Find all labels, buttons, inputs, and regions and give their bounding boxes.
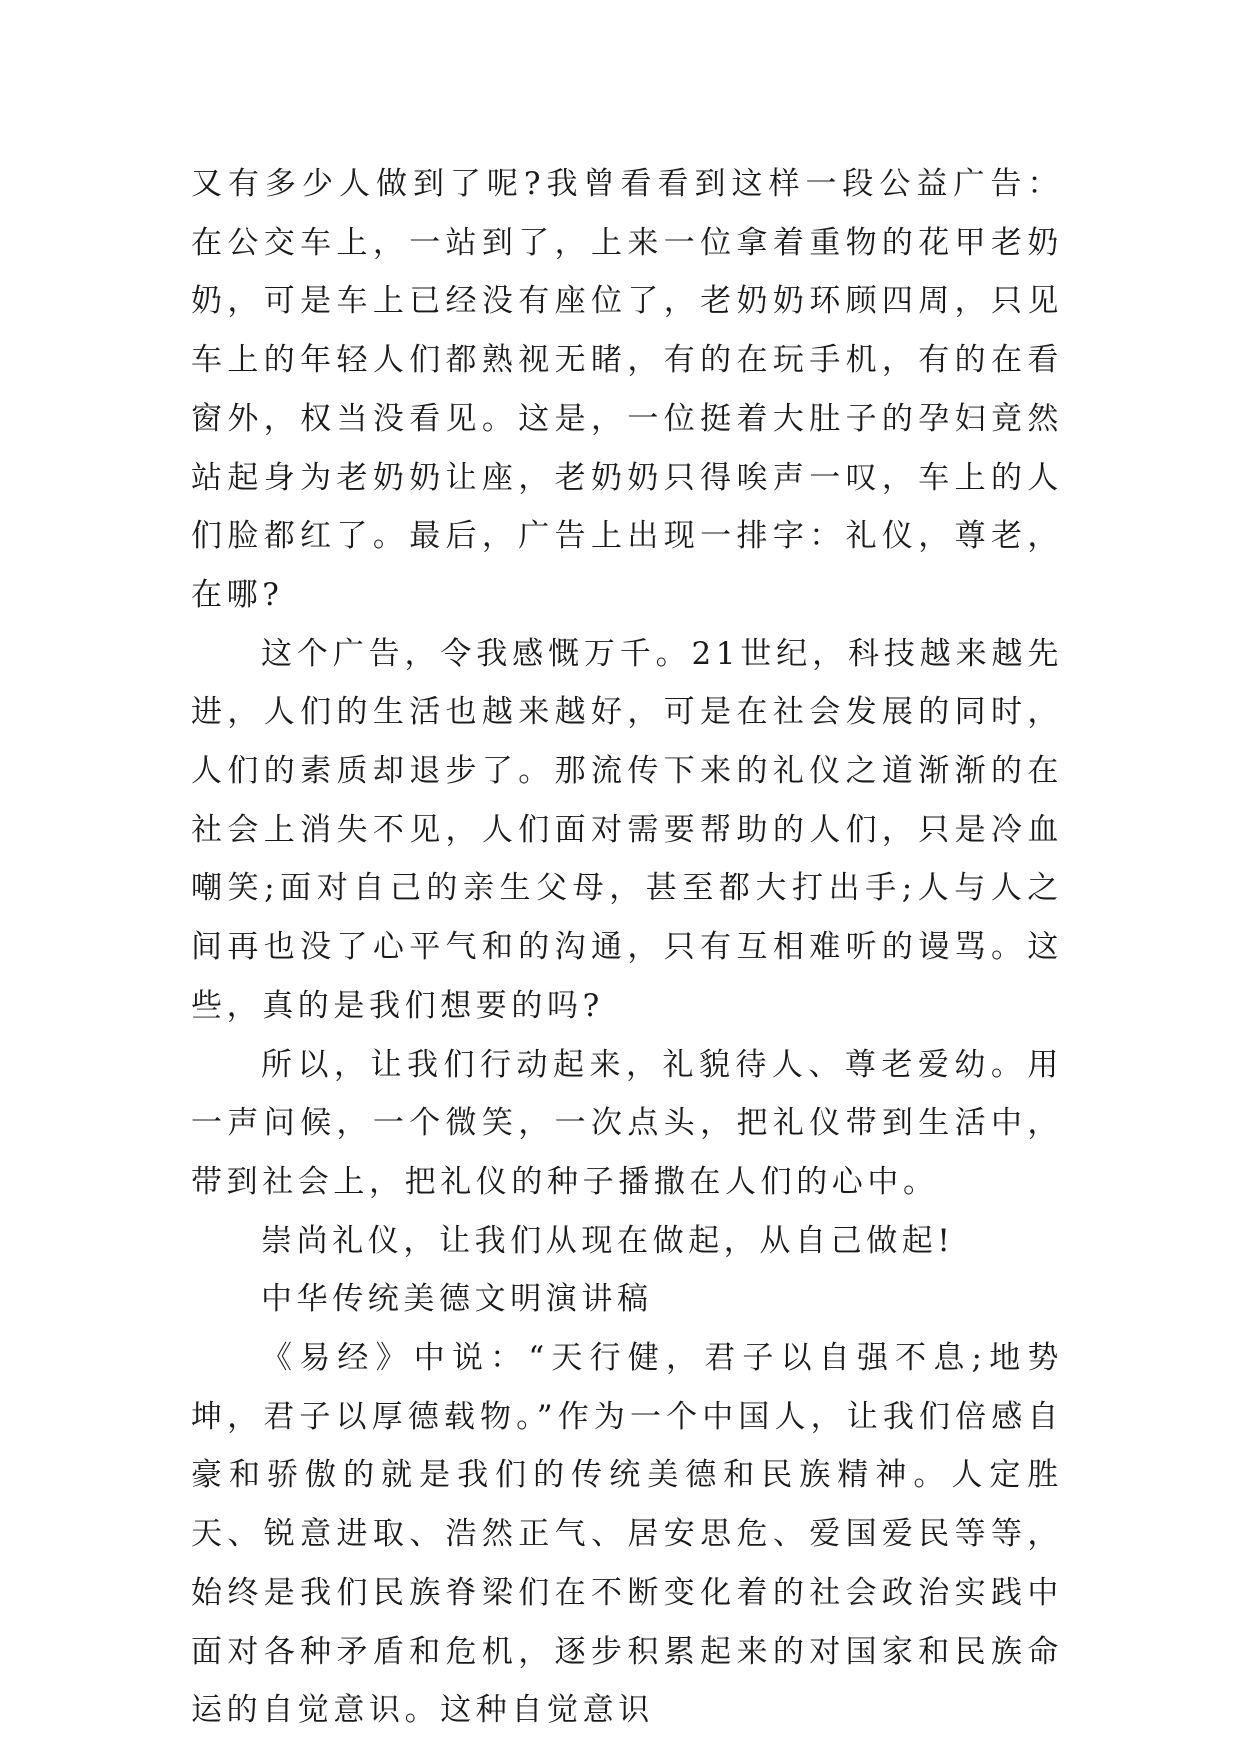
paragraph-call-to-action: 所以，让我们行动起来，礼貌待人、尊老爱幼。用一声问候，一个微笑，一次点头，把礼仪带到生活中，带到社会上，把礼仪的种子播撒在人们的心中。 [191,1046,1063,1200]
paragraph-closing-slogan: 崇尚礼仪，让我们从现在做起，从自己做起! [261,1222,955,1259]
section-heading: 中华传统美德文明演讲稿 [261,1281,653,1318]
paragraph-bus-ad-story: 又有多少人做到了呢?我曾看看到这样一段公益广告：在公交车上，一站到了，上来一位拿着重物的花甲老奶奶，可是车上已经没有座位了，老奶奶环顾四周，只见车上的年轻人们都熟视无睹，有的在玩手机，有的在看窗外，权当没看见。这是，一位挺着大肚子的孕妇竟然站起身为老奶奶让座，老奶奶只得唉声一叹，车上的人们脸都红了。最后，广告上出现一排字：礼仪，尊老，在哪? [191,166,1063,613]
paragraph-reflection: 这个广告，令我感慨万千。21世纪，科技越来越先进，人们的生活也越来越好，可是在社会发展的同时，人们的素质却退步了。那流传下来的礼仪之道渐渐的在社会上消失不见，人们面对需要帮助的人们，只是冷血嘲笑;面对自己的亲生父母，甚至都大打出手;人与人之间再也没了心平气和的沟通，只有互相难听的谩骂。这些，真的是我们想要的吗? [191,635,1063,1024]
document-body [191,155,1063,1740]
paragraph-yijing-quote: 《易经》中说：“天行健，君子以自强不息;地势坤，君子以厚德载物。”作为一个中国人，让我们倍感自豪和骄傲的就是我们的传统美德和民族精神。人定胜天、锐意进取、浩然正气、居安思危、爱国爱民等等，始终是我们民族脊梁们在不断变化着的社会政治实践中面对各种矛盾和危机，逐步积累起来的对国家和民族命运的自觉意识。这种自觉意识 [191,1340,1063,1729]
